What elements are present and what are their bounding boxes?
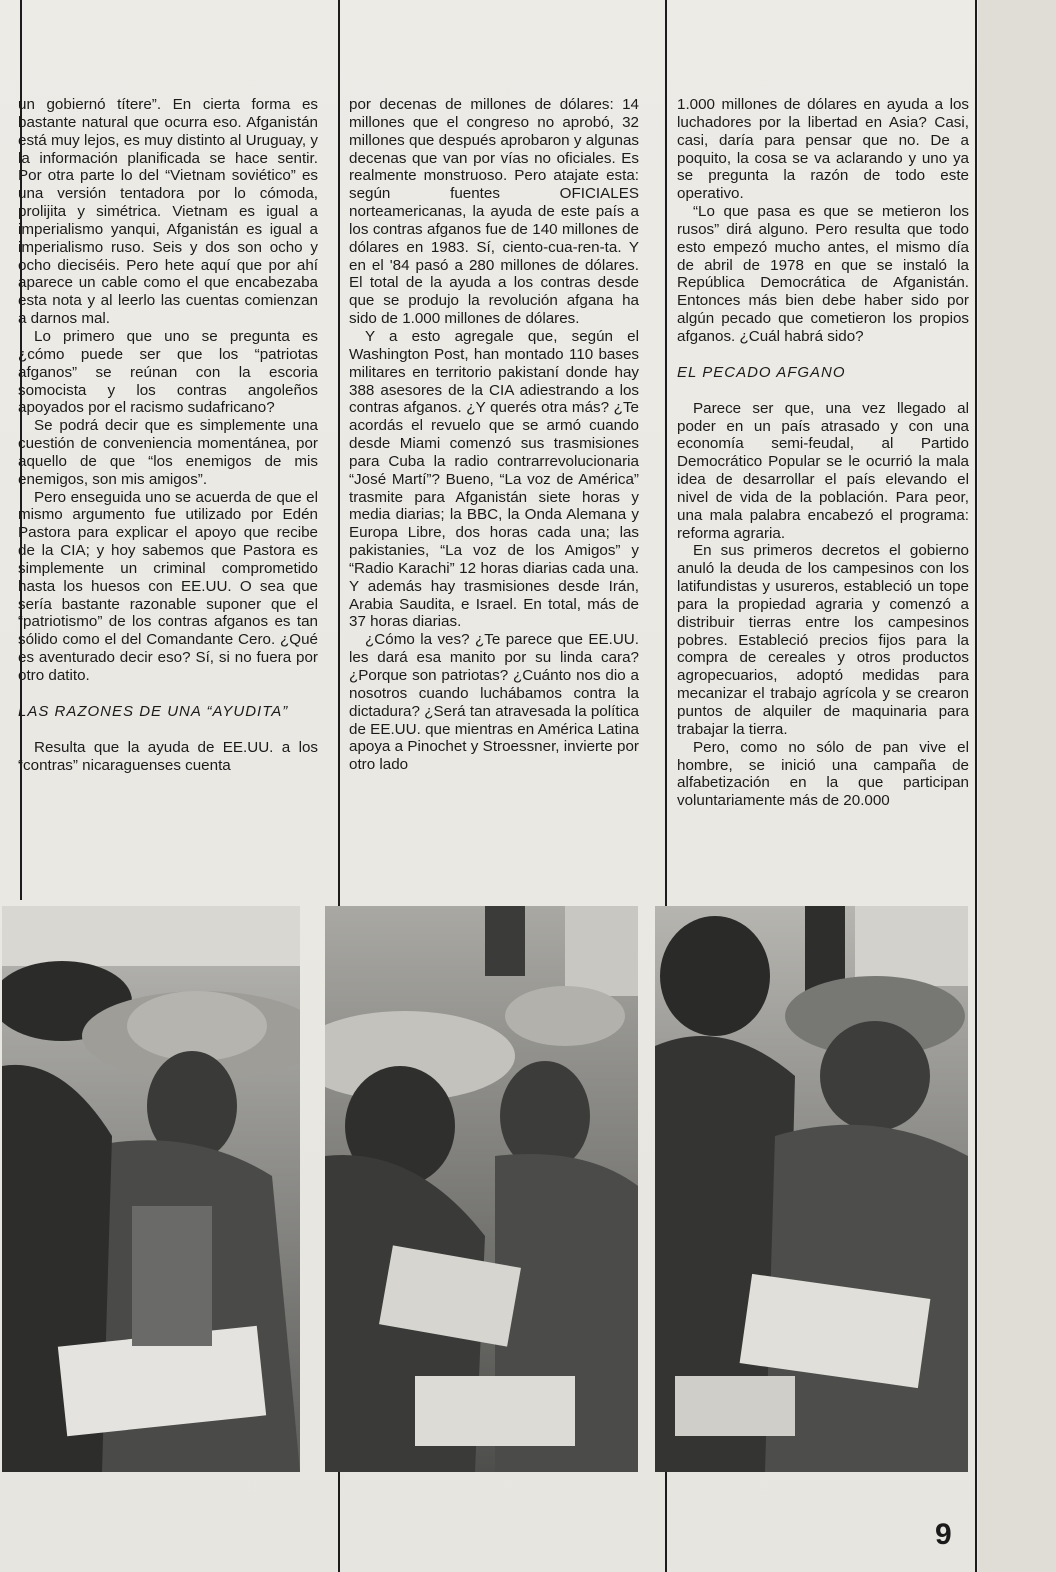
paragraph: Pero, como no sólo de pan vive el hombre, se inició una campaña de alfabetización en la que participan voluntariamente más de 20.000 [677,738,969,810]
paragraph: “Lo que pasa es que se metieron los rusos” dirá alguno. Pero resulta que todo esto empezó mucho antes, el mismo día de abril de 1978 en que se instaló la República Democrática de Afganistán. Entonces más bien debe haber sido por algún pecado que cometieron los propios afganos. ¿Cuál habrá sido? [677,203,969,345]
photo-men-reading-center [325,906,638,1472]
paragraph: Se podrá decir que es simplemente una cuestión de conveniencia momentánea, por aquello de que “los enemigos de mis enemigos, son mis amigos”. [18,417,318,488]
paragraph: En sus primeros decretos el gobierno anuló la deuda de los campesinos con los latifundistas y usureros, estableció un tope para la propiedad agraria y comenzó a distribuir tierras entre los campesinos pobres. Estableció precios fijos para la compra de cereales y otros productos agropecuarios, adoptó medidas para mecanizar el trabajo agrícola y se crearon puntos de alquiler de maquinaria para trabajar la tierra. [677,542,969,738]
page-right-margin [978,0,1056,1572]
photo-panel-1 [2,906,300,1472]
paragraph: Lo primero que uno se pregunta es ¿cómo puede ser que los “patriotas afganos” se reúnan con la escoria somocista y los contras angoleños apoyados por el racismo sudafricano? [18,327,318,417]
paragraph: Y a esto agregale que, según el Washington Post, han montado 110 bases militares en territorio pakistaní donde hay 388 asesores de la CIA adiestrando a los contras afganos. ¿Y querés otra más? ¿Te acordás el revuelo que se armó cuando desde Miami comenzó sus trasmisiones para Cuba la radio contrarrevolucionaria “José Martí”? Bueno, “La voz de América” trasmite para Afganistán siete horas y media diarias; la BBC, la Onda Alemana y Europa Libre, dos horas cada una; las pakistanies, “La voz de los Amigos” y “Radio Karachi” 12 horas diarias cada una. Y además hay trasmisiones desde Irán, Arabia Saudita, e Israel. En total, más de 37 horas diarias. [349,327,639,631]
paragraph: ¿Cómo la ves? ¿Te parece que EE.UU. les dará esa manito por su linda cara? ¿Porque son patriotas? ¿Cuánto nos dio a nosotros cuando luchábamos contra la dictadura? ¿Será tan atravesada la política de EE.UU. que mientras en América Latina apoya a Pinochet y Stroessner, invierte por otro lado [349,631,639,774]
column-rule-right [975,0,977,1572]
paragraph: Parece ser que, una vez llegado al poder en un país atrasado y con una economía semi-feudal, al Partido Democrático Popular se le ocurrió la mala idea de desarrollar el país elevando el nivel de vida de la población. Para peor, una mala palabra encabezó el programa: reforma agraria. [677,399,969,542]
photo-panel-2 [325,906,638,1472]
paragraph: un gobiernó títere”. En cierta forma es bastante natural que ocurra eso. Afganistán está muy lejos, es muy distinto al Uruguay, y la información planificada se hace sentir. Por otra parte lo del “Vietnam soviético” es una versión tentadora por lo cómoda, prolijita y simétrica. Vietnam es igual a imperialismo yanqui, Afganistán es igual a imperialismo ruso. Seis y dos son ocho y ocho dieciséis. Pero hete aquí que por ahí aparece un cable como el que encabezaba esta nota y al leerlo las cuentas comienzan a darnos mal. [18,96,318,328]
paragraph: Pero enseguida uno se acuerda de que el mismo argumento fue utilizado por Edén Pastora para explicar el apoyo que recibe de la CIA; y hoy sabemos que Pastora es simplemente un criminal comprometido hasta los huesos con EE.UU. O sea que sería bastante razonable suponer que el “patriotismo” de los contras afganos es tan sólido como el del Comandante Cero. ¿Qué es aventurado decir eso? Sí, si no fuera por otro datito. [18,488,318,684]
section-heading: EL PECADO AFGANO [677,363,846,381]
text-column-2 [349,96,639,886]
photo-men-reading-right [655,906,968,1472]
photo-panel-3 [655,906,968,1472]
text-column-3 [677,96,969,886]
section-heading: LAS RAZONES DE UNA “AYUDITA” [18,702,289,720]
paragraph: por decenas de millones de dólares: 14 millones que el congreso no aprobó, 32 millones que después aprobaron y algunas decenas que van por vías no oficiales. Es realmente monstruoso. Pero atajate esta: según fuentes OFICIALES norteamericanas, la ayuda de este país a los contras afganos fue de 140 millones de dólares en 1983. Sí, ciento-cua-ren-ta. Y en el '84 pasó a 280 millones de dólares. El total de la ayuda a los contras desde que se produjo la revolución afgana ha sido de 1.000 millones de dólares. [349,96,639,328]
page-number: 9 [935,1518,952,1551]
text-column-1 [18,96,318,886]
photo-men-reading-left [2,906,300,1472]
paragraph: 1.000 millones de dólares en ayuda a los luchadores por la libertad en Asia? Casi, casi, daría para pensar que no. De a poquito, la cosa se va aclarando y uno ya se pregunta la razón de todo este operativo. [677,96,969,203]
paragraph: Resulta que la ayuda de EE.UU. a los “contras” nicaraguenses cuenta [18,738,318,774]
